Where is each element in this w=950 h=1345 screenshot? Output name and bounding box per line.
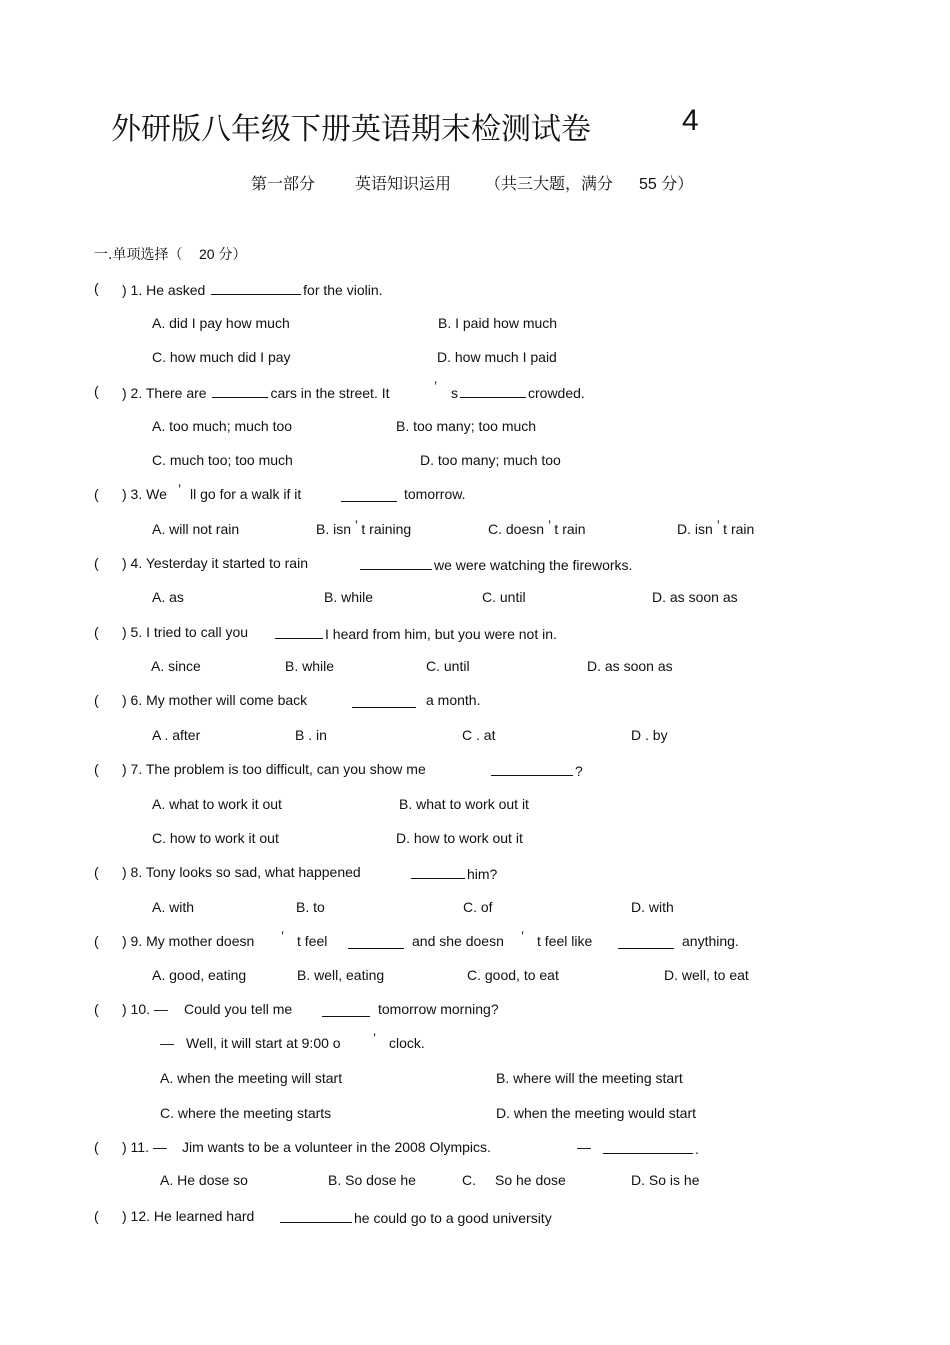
answer-paren: ( — [94, 555, 99, 571]
option-d: D. So is he — [631, 1172, 700, 1188]
option-d: D. with — [631, 899, 674, 915]
option-a: A. as — [152, 589, 184, 605]
answer-paren: ( — [94, 692, 99, 708]
option-b: B. I paid how much — [438, 315, 558, 331]
answer-paren: ( — [94, 933, 99, 949]
question-12-stem-b: he could go to a good university — [278, 1208, 552, 1226]
option-c: C. how to work it out — [152, 830, 279, 846]
answer-blank — [280, 1208, 352, 1223]
question-10-stem-a: ) 10. — — [122, 1001, 168, 1017]
question-2-stem-cont: s crowded. — [451, 385, 585, 401]
question-4-stem-a: ) 4. Yesterday it started to rain — [122, 555, 308, 571]
option-d: D. how to work out it — [396, 830, 523, 846]
option-c-label: C. — [462, 1172, 476, 1188]
option-a: A. good, eating — [152, 967, 247, 983]
apostrophe: ’ — [373, 1030, 377, 1046]
option-c: C. where the meeting starts — [160, 1105, 332, 1121]
answer-paren: ( — [94, 486, 99, 502]
option-b: B . in — [295, 727, 327, 743]
question-12-stem-a: ) 12. He learned hard — [122, 1208, 255, 1224]
option-d: D. well, to eat — [664, 967, 749, 983]
question-5-stem-a: ) 5. I tried to call you — [122, 624, 249, 640]
answer-paren: ( — [94, 864, 99, 880]
answer-blank — [352, 693, 416, 708]
option-d: D . by — [631, 727, 668, 743]
question-8-stem-b: him? — [409, 864, 497, 882]
answer-paren: ( — [94, 1139, 99, 1155]
option-a: A. what to work it out — [152, 796, 282, 812]
part-info-points: 55 分） — [639, 176, 694, 193]
apostrophe: ’ — [521, 928, 525, 944]
option-b: B. to — [296, 899, 325, 915]
option-b: B. where will the meeting start — [496, 1070, 683, 1086]
option-c: C. until — [482, 589, 526, 605]
option-c: C. doesn ’ t rain — [488, 517, 586, 537]
option-a: A . after — [152, 727, 201, 743]
answer-paren: ( — [94, 1208, 99, 1224]
question-7-stem-a: ) 7. The problem is too difficult, can you show me — [122, 761, 426, 777]
option-c: C . at — [462, 727, 496, 743]
apostrophe: ’ — [434, 378, 438, 394]
question-2-stem: ) 2. There are cars in the street. It — [122, 385, 390, 401]
option-b: B. while — [324, 589, 374, 605]
answer-blank — [212, 383, 268, 398]
answer-blank — [348, 934, 404, 949]
option-b: B. too many; too much — [396, 418, 537, 434]
page-title: 外研版八年级下册英语期末检测试卷 — [111, 112, 591, 147]
part-info-prefix: （共三大题，满分 — [485, 174, 614, 193]
answer-blank — [603, 1139, 693, 1154]
option-d: D. as soon as — [587, 658, 673, 674]
option-d: D. isn ’ t rain — [677, 517, 755, 537]
option-c: C. how much did I pay — [152, 349, 291, 365]
option-c: C. much too; too much — [152, 452, 293, 468]
reply-dash: — — [160, 1035, 174, 1051]
section-heading: 一.单项选择（ — [94, 247, 183, 263]
question-10-stem-b: Could you tell me — [184, 1001, 293, 1017]
answer-paren: ( — [94, 280, 99, 296]
part-label: 第一部分 — [251, 174, 316, 193]
option-a: A. with — [152, 899, 195, 915]
question-3-stem-a: ) 3. We — [122, 486, 167, 502]
option-c: C. until — [426, 658, 470, 674]
question-3-stem-c: tomorrow. — [404, 486, 466, 502]
answer-blank — [460, 383, 526, 398]
question-11-answer: . — [601, 1139, 699, 1157]
option-c: C. of — [463, 899, 493, 915]
answer-blank — [618, 934, 674, 949]
option-c: C. good, to eat — [467, 967, 559, 983]
reply-text-a: Well, it will start at 9:00 o — [186, 1035, 341, 1051]
question-9-stem-e: anything. — [682, 933, 739, 949]
option-b: B. while — [285, 658, 335, 674]
question-9-stem-b: t feel — [297, 933, 328, 949]
question-6-stem-a: ) 6. My mother will come back — [122, 692, 308, 708]
option-d: D. too many; much too — [420, 452, 561, 468]
option-d: D. as soon as — [652, 589, 738, 605]
page-title-number: 4 — [682, 104, 699, 137]
answer-paren: ( — [94, 383, 99, 399]
question-11-stem-a: ) 11. — — [122, 1139, 167, 1155]
question-4-stem-b: we were watching the fireworks. — [358, 555, 632, 573]
answer-blank — [322, 1002, 370, 1017]
answer-blank — [491, 761, 573, 776]
answer-paren: ( — [94, 761, 99, 777]
question-6-stem-b: a month. — [426, 692, 481, 708]
question-1-stem: ) 1. He asked for the violin. — [122, 282, 383, 298]
question-5-stem-b: I heard from him, but you were not in. — [273, 624, 557, 642]
option-d: D. how much I paid — [437, 349, 557, 365]
option-a: A. too much; much too — [152, 418, 293, 434]
answer-paren: ( — [94, 1001, 99, 1017]
question-10-stem-c: tomorrow morning? — [378, 1001, 499, 1017]
answer-blank — [341, 487, 397, 502]
question-7-stem-b: ? — [489, 761, 583, 779]
part-name: 英语知识运用 — [355, 174, 452, 193]
option-c: So he dose — [495, 1172, 566, 1188]
question-11-stem-b: Jim wants to be a volunteer in the 2008 Olympics. — [182, 1139, 491, 1155]
answer-blank — [211, 280, 301, 295]
option-b: B. well, eating — [297, 967, 385, 983]
option-b: B. what to work out it — [399, 796, 529, 812]
answer-blank — [360, 555, 432, 570]
answer-blank — [275, 624, 323, 639]
option-b: B. isn ’ t raining — [316, 517, 412, 537]
option-b: B. So dose he — [328, 1172, 416, 1188]
question-8-stem-a: ) 8. Tony looks so sad, what happened — [122, 864, 361, 880]
option-a: A. did I pay how much — [152, 315, 290, 331]
option-a: A. since — [151, 658, 201, 674]
option-a: A. He dose so — [160, 1172, 248, 1188]
answer-paren: ( — [94, 624, 99, 640]
section-heading-points: 20 分） — [199, 246, 247, 262]
option-a: A. will not rain — [152, 521, 240, 537]
option-a: A. when the meeting will start — [160, 1070, 343, 1086]
question-3-stem-b: ll go for a walk if it — [190, 486, 302, 502]
question-11-dash: — — [577, 1139, 591, 1155]
apostrophe: ’ — [281, 928, 285, 944]
option-d: D. when the meeting would start — [496, 1105, 696, 1121]
question-9-stem-d: t feel like — [537, 933, 593, 949]
answer-blank — [411, 864, 465, 879]
question-9-stem-a: ) 9. My mother doesn — [122, 933, 255, 949]
reply-text-b: clock. — [389, 1035, 425, 1051]
apostrophe: ’ — [178, 481, 182, 497]
question-9-stem-c: and she doesn — [412, 933, 504, 949]
